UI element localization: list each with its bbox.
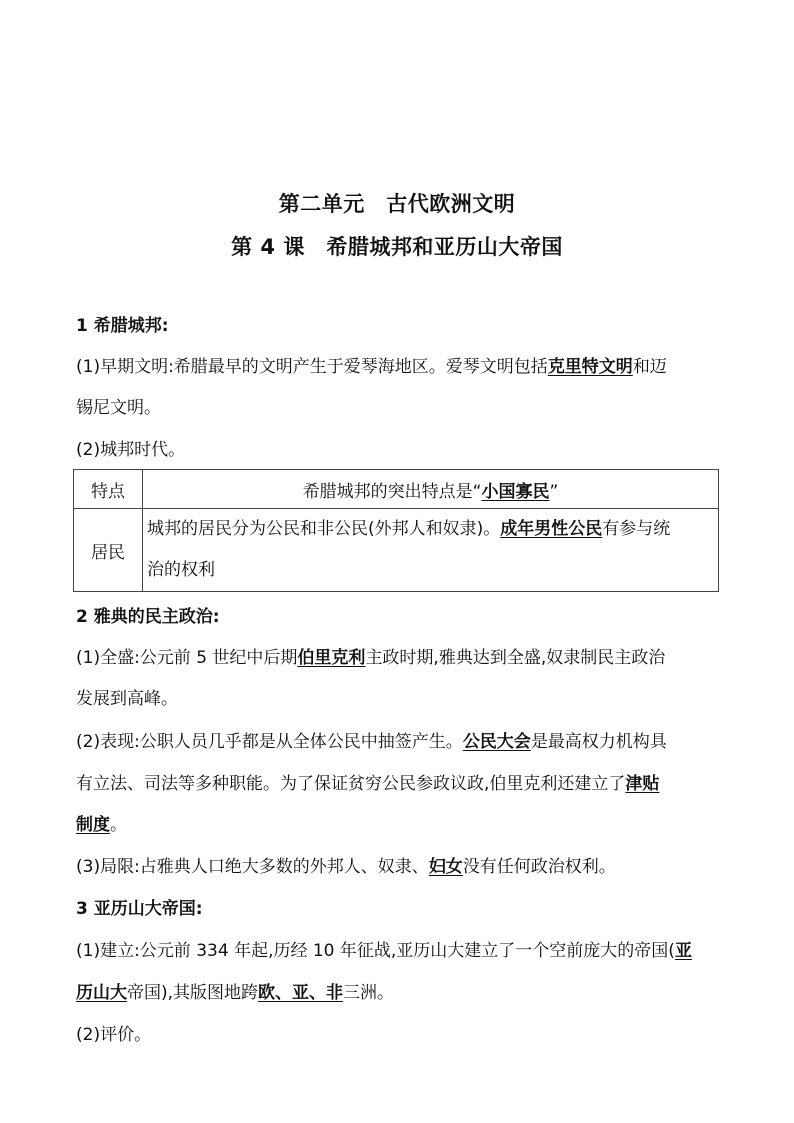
s1-paragraph-1-line-2 bbox=[76, 398, 726, 418]
section-2-number: 2 bbox=[76, 607, 88, 627]
s3-p2-text: (2)评价。 bbox=[76, 1025, 152, 1045]
s2-p2-text-b: 是最高权力机构具 bbox=[530, 732, 667, 752]
section-3-heading bbox=[76, 899, 726, 919]
s2-paragraph-1-line-2 bbox=[76, 689, 726, 709]
s2-p1-text-c: 发展到高峰。 bbox=[76, 689, 178, 709]
s1-p2-text: (2)城邦时代。 bbox=[76, 440, 186, 460]
s2-paragraph-3 bbox=[76, 857, 726, 877]
section-2-title: 雅典的民主政治: bbox=[93, 607, 220, 627]
s3-p1-text-a: (1)建立:公元前 334 年起,历经 10 年征战,亚历山大建立了一个空前庞大的帝国( bbox=[76, 941, 675, 961]
row2-text-b: 有参与统 bbox=[602, 519, 671, 539]
key-term-adult-male-citizens: 成年男性公民 bbox=[500, 519, 603, 539]
key-term-alexander-b: 历山大 bbox=[76, 983, 127, 1003]
s2-paragraph-2-line-2 bbox=[76, 774, 726, 794]
s1-paragraph-1-line-1 bbox=[76, 357, 726, 377]
key-term-pericles: 伯里克利 bbox=[297, 648, 366, 668]
lesson-title: 第 4 课 希腊城邦和亚历山大帝国 bbox=[231, 235, 563, 259]
section-2-heading bbox=[76, 607, 726, 627]
s3-paragraph-1-line-1 bbox=[76, 941, 726, 961]
section-1-number: 1 bbox=[76, 316, 88, 336]
section-1-heading bbox=[76, 316, 726, 336]
key-term-allowance-a: 津贴 bbox=[625, 774, 660, 794]
row1-text-a: 希腊城邦的突出特点是“ bbox=[302, 481, 482, 502]
key-term-small-state: 小国寡民 bbox=[481, 481, 550, 502]
s2-p1-text-a: (1)全盛:公元前 5 世纪中后期 bbox=[76, 648, 298, 668]
row1-text-b: ” bbox=[549, 481, 559, 502]
s1-p1-text-b: 和迈 bbox=[632, 357, 667, 377]
key-term-assembly: 公民大会 bbox=[462, 732, 531, 752]
row2-text-c: 治的权利 bbox=[147, 560, 215, 580]
city-state-table bbox=[73, 469, 719, 592]
s2-paragraph-2-line-1 bbox=[76, 732, 726, 752]
s3-paragraph-2 bbox=[76, 1025, 726, 1045]
s3-p1-text-b: 帝国),其版图地跨 bbox=[127, 983, 259, 1003]
table-row bbox=[74, 509, 719, 592]
key-term-alexander-a: 亚 bbox=[674, 941, 692, 961]
s2-paragraph-2-line-3 bbox=[76, 815, 726, 835]
s2-p2-text-d: 。 bbox=[110, 815, 127, 835]
s2-p3-text-b: 没有任何政治权利。 bbox=[462, 857, 616, 877]
table-cell-desc bbox=[143, 470, 719, 509]
section-3-title: 亚历山大帝国: bbox=[93, 899, 203, 919]
s2-p2-text-c: 有立法、司法等多种职能。为了保证贫穷公民参政议政,伯里克利还建立了 bbox=[76, 774, 626, 794]
s3-paragraph-1-line-2 bbox=[76, 983, 726, 1003]
table-row bbox=[74, 470, 719, 509]
table-cell-label: 居民 bbox=[74, 509, 143, 592]
s3-p1-text-c: 三洲。 bbox=[343, 983, 395, 1003]
key-term-women: 妇女 bbox=[428, 857, 463, 877]
s2-p2-text-a: (2)表现:公职人员几乎都是从全体公民中抽签产生。 bbox=[76, 732, 463, 752]
s2-p1-text-b: 主政时期,雅典达到全盛,奴隶制民主政治 bbox=[365, 648, 666, 668]
row2-text-a: 城邦的居民分为公民和非公民(外邦人和奴隶)。 bbox=[147, 519, 501, 539]
s1-paragraph-2 bbox=[76, 440, 726, 460]
key-term-continents: 欧、亚、非 bbox=[258, 983, 344, 1003]
table-cell-label: 特点 bbox=[74, 470, 143, 509]
s2-paragraph-1-line-1 bbox=[76, 648, 726, 668]
table-cell-desc bbox=[143, 509, 719, 592]
section-3-number: 3 bbox=[76, 899, 88, 919]
key-term-allowance-b: 制度 bbox=[76, 815, 110, 835]
s1-p1-text-c: 锡尼文明。 bbox=[76, 398, 161, 418]
s2-p3-text-a: (3)局限:占雅典人口绝大多数的外邦人、奴隶、 bbox=[76, 857, 429, 877]
unit-title: 第二单元 古代欧洲文明 bbox=[278, 192, 516, 216]
section-1-title: 希腊城邦: bbox=[93, 316, 169, 336]
s1-p1-text-a: (1)早期文明:希腊最早的文明产生于爱琴海地区。爱琴文明包括 bbox=[76, 357, 548, 377]
key-term-crete: 克里特文明 bbox=[547, 357, 633, 377]
